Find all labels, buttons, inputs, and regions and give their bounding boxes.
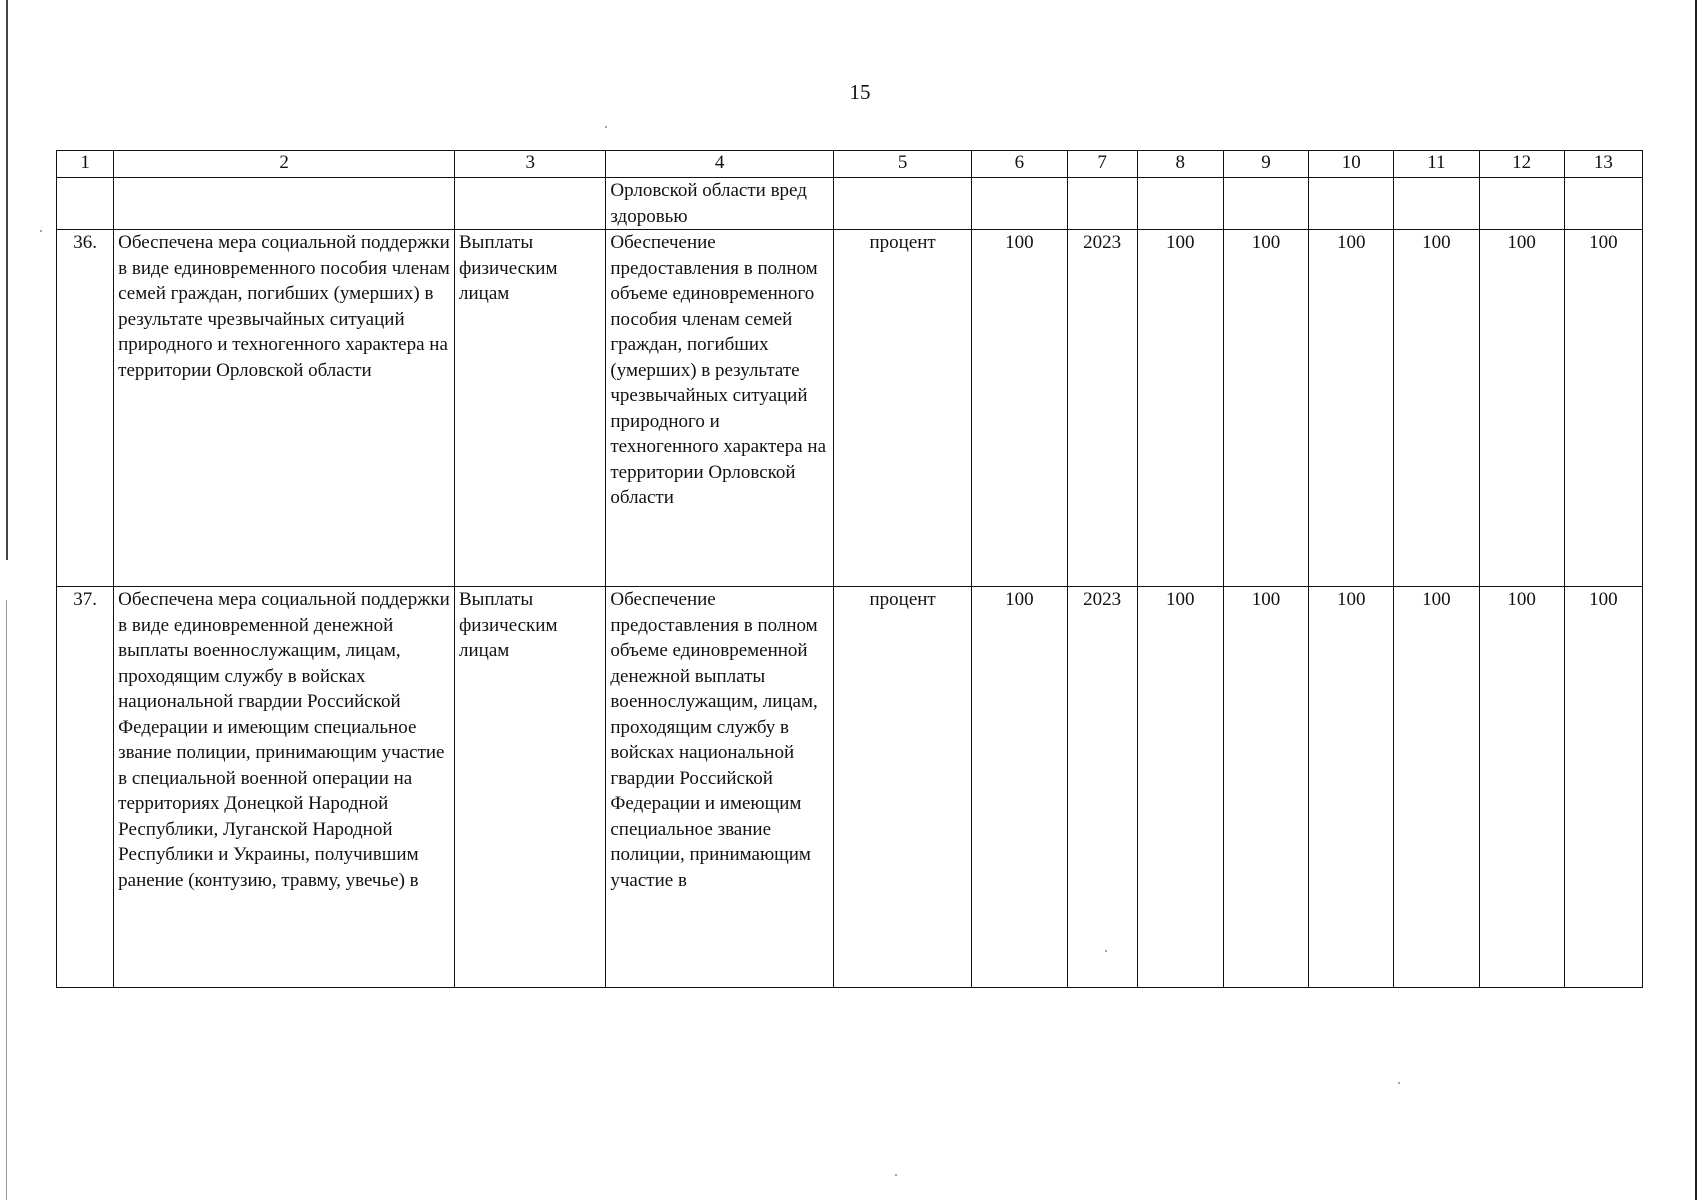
table-cell xyxy=(1394,178,1479,230)
row-description: Обеспечена мера социальной поддержки в виде единовременного пособия членам семей граждан, погибших (умерших) в результате чрезвычайных ситуаций природного и техногенного характера на территории Орловской области xyxy=(114,230,455,587)
row-value: 100 xyxy=(1137,587,1223,988)
column-number: 7 xyxy=(1067,151,1137,178)
table-cell xyxy=(455,178,606,230)
table-cell xyxy=(1564,178,1642,230)
scan-border-left-lower xyxy=(6,600,7,1200)
row-value: 100 xyxy=(1564,230,1642,587)
row-description: Обеспечена мера социальной поддержки в виде единовременной денежной выплаты военнослужащим, лицам, проходящим службу в войсках национальной гвардии Российской Федерации и имеющим специальное звание полиции, принимающим участие в специальной военной операции на территориях Донецкой Народной Республики, Луганской Народной Республики и Украины, получившим ранение (контузию, травму, увечье) в xyxy=(114,587,455,988)
table-row xyxy=(57,587,1643,988)
scan-speck xyxy=(1398,1082,1400,1084)
scan-speck xyxy=(40,230,42,232)
row-base-year: 2023 xyxy=(1067,587,1137,988)
continuation-indicator-cell: Орловской области вред здоровью xyxy=(606,178,834,230)
continuation-row xyxy=(57,178,1643,230)
row-value: 100 xyxy=(1394,230,1479,587)
table-cell xyxy=(833,178,971,230)
row-base-value: 100 xyxy=(972,587,1067,988)
column-number: 2 xyxy=(114,151,455,178)
row-index: 37. xyxy=(57,587,114,988)
row-value: 100 xyxy=(1309,587,1394,988)
column-number: 6 xyxy=(972,151,1067,178)
scan-speck xyxy=(605,126,607,128)
row-type: Выплаты физическим лицам xyxy=(455,230,606,587)
indicators-table xyxy=(56,150,1643,988)
row-value: 100 xyxy=(1394,587,1479,988)
row-indicator: Обеспечение предоставления в полном объеме единовременной денежной выплаты военнослужащим, лицам, проходящим службу в войсках национальной гвардии Российской Федерации и имеющим специальное звание полиции, принимающим участие в xyxy=(606,587,834,988)
table-cell xyxy=(1067,178,1137,230)
row-indicator: Обеспечение предоставления в полном объеме единовременного пособия членам семей граждан, погибших (умерших) в результате чрезвычайных ситуаций природного и техногенного характера на территории Орловской области xyxy=(606,230,834,587)
row-value: 100 xyxy=(1309,230,1394,587)
table-cell xyxy=(114,178,455,230)
column-number: 3 xyxy=(455,151,606,178)
table-cell xyxy=(972,178,1067,230)
row-unit: процент xyxy=(833,230,971,587)
row-base-value: 100 xyxy=(972,230,1067,587)
row-value: 100 xyxy=(1564,587,1642,988)
column-number-row xyxy=(57,151,1643,178)
table-cell xyxy=(1479,178,1564,230)
column-number: 5 xyxy=(833,151,971,178)
column-number: 8 xyxy=(1137,151,1223,178)
row-value: 100 xyxy=(1479,230,1564,587)
scan-speck xyxy=(895,1174,897,1176)
row-value: 100 xyxy=(1223,230,1308,587)
scan-border-right xyxy=(1695,0,1697,1200)
table-cell xyxy=(1223,178,1308,230)
table-cell xyxy=(1137,178,1223,230)
column-number: 10 xyxy=(1309,151,1394,178)
table-cell xyxy=(1309,178,1394,230)
column-number: 1 xyxy=(57,151,114,178)
scan-speck xyxy=(1105,950,1107,952)
column-number: 12 xyxy=(1479,151,1564,178)
column-number: 9 xyxy=(1223,151,1308,178)
column-number: 11 xyxy=(1394,151,1479,178)
row-index: 36. xyxy=(57,230,114,587)
row-unit: процент xyxy=(833,587,971,988)
table-row xyxy=(57,230,1643,587)
column-number: 13 xyxy=(1564,151,1642,178)
table-cell xyxy=(57,178,114,230)
row-type: Выплаты физическим лицам xyxy=(455,587,606,988)
row-value: 100 xyxy=(1479,587,1564,988)
row-value: 100 xyxy=(1223,587,1308,988)
row-base-year: 2023 xyxy=(1067,230,1137,587)
row-value: 100 xyxy=(1137,230,1223,587)
column-number: 4 xyxy=(606,151,834,178)
page-number: 15 xyxy=(849,80,871,104)
